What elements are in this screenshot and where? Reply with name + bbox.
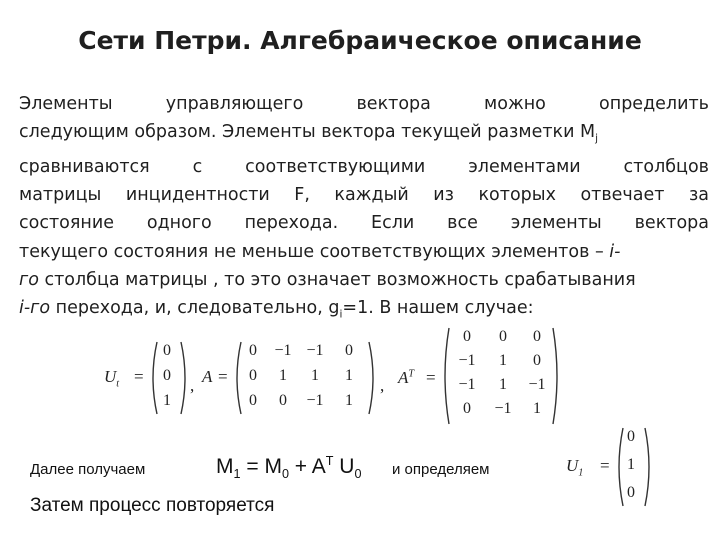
matrix-u1-equals: = bbox=[600, 456, 610, 475]
matrix-cell: 0 bbox=[163, 342, 171, 359]
matrix-u1: $U_1$ = 0 1 0 bbox=[566, 426, 656, 510]
paragraph-line: матрицы инцидентности F, каждый из которых отвечает за bbox=[19, 185, 709, 206]
matrix-a-equals: = bbox=[218, 367, 228, 386]
paragraph-line: состояние одного перехода. Если все элементы вектора bbox=[19, 213, 709, 234]
matrix-cell: 1 bbox=[499, 376, 507, 393]
matrix-cell: 0 bbox=[249, 342, 257, 359]
matrix-cell: 1 bbox=[345, 367, 353, 384]
matrix-a-comma: , bbox=[380, 376, 385, 395]
matrix-cell: 0 bbox=[163, 367, 171, 384]
matrix-cell: 0 bbox=[627, 428, 635, 445]
matrix-cell: 1 bbox=[533, 400, 541, 417]
matrix-cell: 0 bbox=[279, 392, 287, 409]
matrix-a bbox=[202, 340, 392, 420]
matrix-u-comma: , bbox=[190, 376, 195, 395]
matrix-a-transpose: $A^T$ = 0 0 0 −1 1 0 −1 1 −1 0 −1 1 bbox=[398, 326, 568, 426]
matrix-cell: 0 bbox=[345, 342, 353, 359]
define-text: и определяем bbox=[392, 461, 490, 478]
matrix-cell: 0 bbox=[463, 400, 471, 417]
matrix-cell: 1 bbox=[499, 352, 507, 369]
right-bracket-icon bbox=[644, 426, 654, 508]
matrix-cell: 0 bbox=[533, 352, 541, 369]
matrix-cell: −1 bbox=[458, 352, 476, 369]
matrix-cell: 1 bbox=[345, 392, 353, 409]
paragraph-line: i-го перехода, и, следовательно, $g_i=1$. В нашем случае: bbox=[19, 297, 534, 321]
matrix-cell: 0 bbox=[249, 392, 257, 409]
matrix-cell: 1 bbox=[163, 392, 171, 409]
paragraph-line: сравниваются с соответствующими элементами столбцов bbox=[19, 156, 709, 177]
matrix-at-label: A bbox=[398, 368, 409, 387]
matrix-cell: −1 bbox=[306, 342, 324, 359]
matrix-cell: −1 bbox=[528, 376, 546, 393]
matrix-cell: 0 bbox=[249, 367, 257, 384]
matrix-cell: 1 bbox=[311, 367, 319, 384]
matrix-u-equals: = bbox=[134, 367, 144, 386]
process-repeats-text: Затем процесс повторяется bbox=[30, 495, 275, 516]
paragraph-line: следующим образом. Элементы вектора текущей разметки $M_j$ bbox=[19, 122, 599, 145]
page-title: Сети Петри. Алгебраическое описание bbox=[78, 26, 642, 55]
matrix-cell: 0 bbox=[533, 328, 541, 345]
matrix-cell: −1 bbox=[274, 342, 292, 359]
matrix-at-equals: = bbox=[426, 368, 436, 387]
paragraph-line: го столбца матрицы , то это означает возможность срабатывания bbox=[19, 269, 636, 290]
matrix-cell: 0 bbox=[627, 484, 635, 501]
matrix-u: $U_t$ = 0 0 1 , bbox=[104, 340, 194, 420]
right-bracket-icon bbox=[180, 340, 190, 416]
right-bracket-icon bbox=[368, 340, 378, 416]
matrix-cell: 1 bbox=[279, 367, 287, 384]
paragraph-line: Элементы управляющего вектора можно определить bbox=[19, 94, 709, 114]
matrix-cell: 0 bbox=[463, 328, 471, 345]
matrix-cell: −1 bbox=[458, 376, 476, 393]
matrix-cell: −1 bbox=[306, 392, 324, 409]
body-paragraph bbox=[19, 90, 709, 329]
matrix-u-label: U bbox=[104, 367, 117, 386]
footer-equation-line bbox=[30, 452, 550, 484]
right-bracket-icon bbox=[552, 326, 562, 426]
matrix-cell: −1 bbox=[494, 400, 512, 417]
matrix-cell: 0 bbox=[499, 328, 507, 345]
matrix-u1-label: U bbox=[566, 456, 579, 475]
further-text: Далее получаем bbox=[30, 461, 146, 478]
matrix-a-label: A bbox=[202, 367, 213, 386]
state-equation: $M_1 = M_0 + A^T$ $U_0$ bbox=[216, 454, 362, 482]
left-bracket-icon bbox=[440, 326, 450, 426]
matrix-cell: 1 bbox=[627, 456, 635, 473]
paragraph-line: текущего состояния не меньше соответствующих элементов – i- bbox=[19, 241, 621, 262]
